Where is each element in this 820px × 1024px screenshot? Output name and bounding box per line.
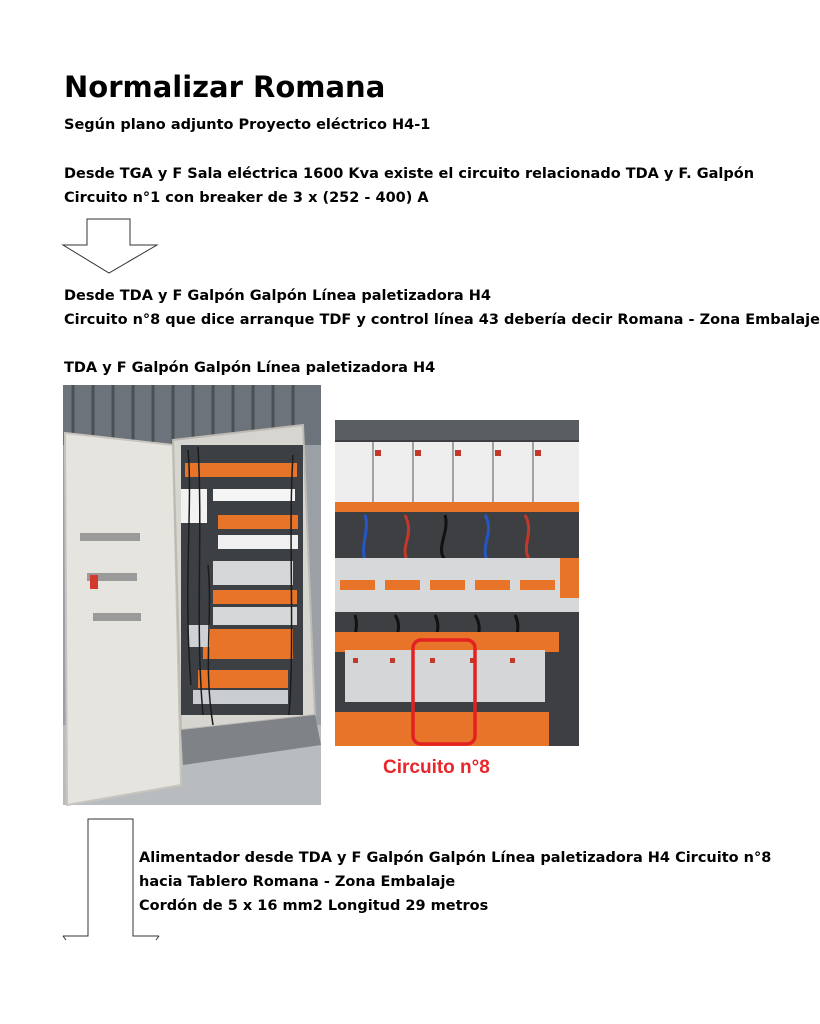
circuit-caption: Circuito n°8 <box>383 757 490 778</box>
breakers-photo <box>335 420 579 746</box>
subtitle: Según plano adjunto Proyecto eléctrico H4-1 <box>64 117 431 133</box>
block4-line1: Alimentador desde TDA y F Galpón Galpón Línea paletizadora H4 Circuito n°8 <box>139 850 772 866</box>
block3-heading: TDA y F Galpón Galpón Línea paletizadora H4 <box>64 360 436 376</box>
block4-line2: hacia Tablero Romana - Zona Embalaje <box>139 874 456 890</box>
down-arrow-icon <box>62 218 160 274</box>
page-title: Normalizar Romana <box>64 70 386 104</box>
block1-line1: Desde TGA y F Sala eléctrica 1600 Kva existe el circuito relacionado TDA y F. Galpón <box>64 166 755 182</box>
block1-line2: Circuito n°1 con breaker de 3 x (252 - 400) A <box>64 190 429 206</box>
block2-line1: Desde TDA y F Galpón Galpón Línea paletizadora H4 <box>64 288 491 304</box>
block2-line2: Circuito n°8 que dice arranque TDF y control línea 43 debería decir Romana - Zona Embalaje <box>64 312 820 328</box>
cabinet-photo <box>63 385 321 805</box>
block4-line3: Cordón de 5 x 16 mm2 Longitud 29 metros <box>139 898 489 914</box>
